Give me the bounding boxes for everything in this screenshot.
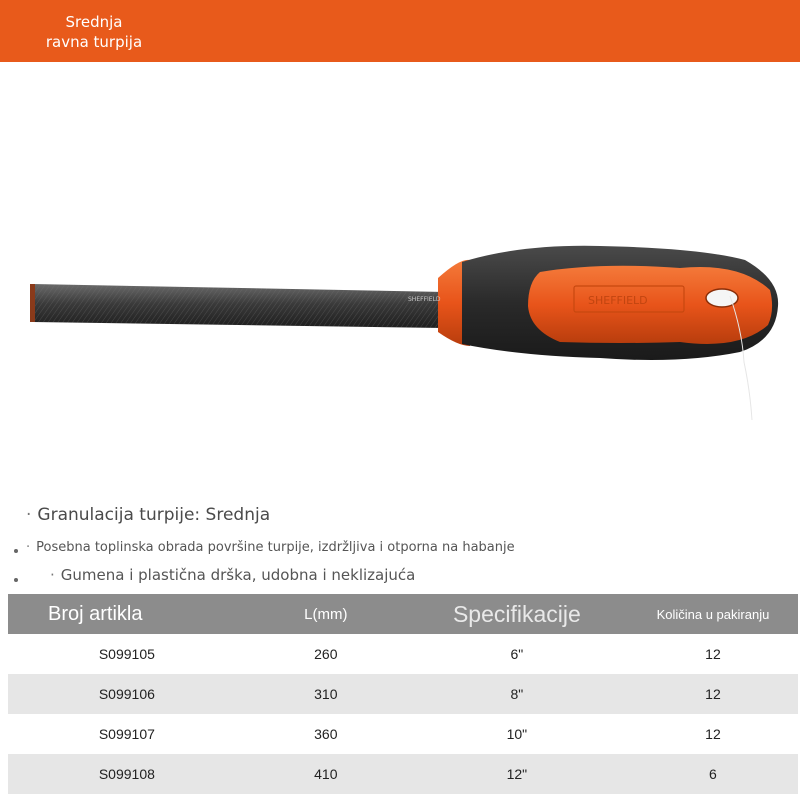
feature-item-handle	[50, 566, 415, 584]
table-row	[8, 754, 798, 794]
cell-article: S099105	[8, 634, 246, 674]
title-line-1: Srednja	[65, 13, 123, 31]
feature-text-treatment: Posebna toplinska obrada površine turpije, izdržljiva i otporna na habanje	[36, 540, 515, 555]
header-specification: Specifikacije	[406, 594, 628, 634]
cell-spec: 8"	[406, 674, 628, 714]
header-package-quantity: Količina u pakiranju	[628, 594, 798, 634]
bullet-dot: ·	[26, 505, 32, 525]
header-length: L(mm)	[246, 594, 406, 634]
cell-spec: 6"	[406, 634, 628, 674]
header-article-number: Broj artikla	[8, 594, 246, 634]
table-row	[8, 714, 798, 754]
cell-article: S099107	[8, 714, 246, 754]
cell-article: S099108	[8, 754, 246, 794]
title-line-2: ravna turpija	[45, 33, 143, 51]
specification-table	[8, 594, 798, 794]
feature-item-treatment	[26, 540, 515, 555]
cell-spec: 10"	[406, 714, 628, 754]
bullet-dot: ·	[50, 566, 55, 584]
table-row	[8, 674, 798, 714]
table-row	[8, 634, 798, 674]
cell-article: S099106	[8, 674, 246, 714]
cell-quantity: 12	[628, 714, 798, 754]
cell-length: 410	[246, 754, 406, 794]
brand-emboss: SHEFFIELD	[588, 294, 648, 307]
cell-quantity: 12	[628, 674, 798, 714]
cell-length: 360	[246, 714, 406, 754]
product-image	[0, 62, 800, 492]
feature-item-grit	[26, 505, 270, 525]
bullet-dot: ·	[26, 540, 31, 555]
svg-text:SHEFFIELD: SHEFFIELD	[408, 296, 441, 303]
cell-spec: 12"	[406, 754, 628, 794]
cell-length: 310	[246, 674, 406, 714]
feature-text-handle: Gumena i plastična drška, udobna i neklizajuća	[60, 566, 416, 584]
product-title	[34, 12, 154, 52]
cell-quantity: 6	[628, 754, 798, 794]
table-header-row	[8, 594, 798, 634]
feature-text-grit: Granulacija turpije: Srednja	[37, 505, 271, 525]
bullet-marker-1	[14, 549, 18, 553]
cell-length: 260	[246, 634, 406, 674]
cell-quantity: 12	[628, 634, 798, 674]
bullet-marker-2	[14, 578, 18, 582]
handle-grip-orange	[528, 266, 772, 344]
